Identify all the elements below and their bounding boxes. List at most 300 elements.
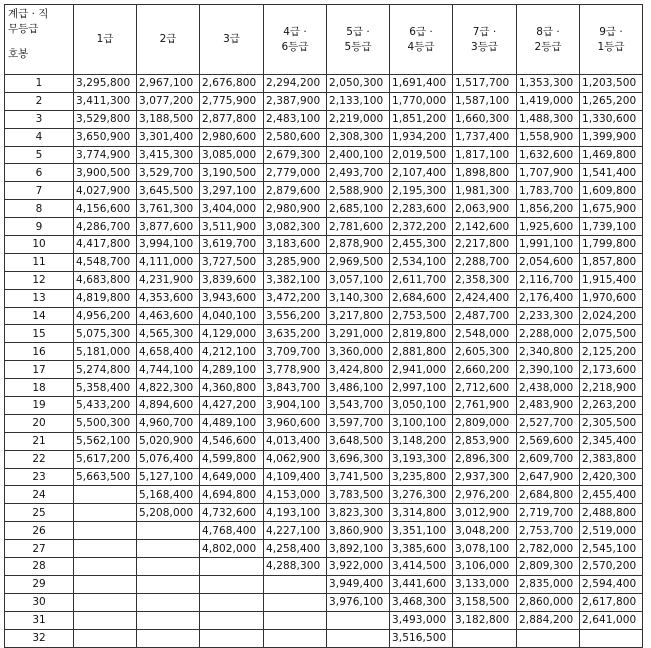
- salary-cell: [74, 540, 137, 558]
- step-number-cell: 5: [5, 146, 74, 164]
- salary-cell: 3,285,900: [264, 253, 327, 271]
- table-row: [5, 343, 643, 361]
- salary-cell: 3,148,200: [390, 432, 453, 450]
- salary-cell: 2,133,100: [327, 92, 390, 110]
- salary-cell: 3,295,800: [74, 75, 137, 93]
- salary-cell: 4,111,000: [137, 253, 200, 271]
- salary-cell: 2,125,200: [580, 343, 643, 361]
- salary-cell: 1,981,300: [453, 182, 517, 200]
- salary-cell: [137, 593, 200, 611]
- salary-cell: 3,696,300: [327, 450, 390, 468]
- salary-cell: 3,235,800: [390, 468, 453, 486]
- salary-cell: 1,857,800: [580, 253, 643, 271]
- salary-cell: [200, 629, 264, 647]
- salary-cell: 2,941,000: [390, 361, 453, 379]
- salary-cell: 1,934,200: [390, 128, 453, 146]
- salary-cell: 5,208,000: [137, 504, 200, 522]
- salary-cell: 5,020,900: [137, 432, 200, 450]
- grade-header-2: [137, 5, 200, 75]
- salary-cell: 1,915,400: [580, 271, 643, 289]
- salary-cell: 3,597,700: [327, 414, 390, 432]
- grade-header-sublabel: 1등급: [597, 40, 625, 53]
- salary-cell: [200, 611, 264, 629]
- table-row: [5, 379, 643, 397]
- salary-cell: 3,106,000: [453, 558, 517, 576]
- table-row: [5, 522, 643, 540]
- grade-header-label: 2급: [159, 33, 177, 45]
- salary-cell: 3,727,500: [200, 253, 264, 271]
- salary-cell: [200, 575, 264, 593]
- salary-cell: 5,274,800: [74, 361, 137, 379]
- table-row: [5, 629, 643, 647]
- salary-cell: 2,173,600: [580, 361, 643, 379]
- salary-cell: 2,176,400: [517, 289, 580, 307]
- salary-cell: 2,997,100: [390, 379, 453, 397]
- salary-cell: 2,345,400: [580, 432, 643, 450]
- salary-cell: 3,217,800: [327, 307, 390, 325]
- salary-cell: [74, 558, 137, 576]
- salary-cell: 3,012,900: [453, 504, 517, 522]
- table-row: [5, 361, 643, 379]
- salary-cell: 1,970,600: [580, 289, 643, 307]
- salary-cell: [137, 611, 200, 629]
- table-row: [5, 289, 643, 307]
- salary-cell: 2,488,800: [580, 504, 643, 522]
- salary-cell: 2,063,900: [453, 200, 517, 218]
- salary-cell: 2,684,600: [390, 289, 453, 307]
- salary-cell: 3,385,600: [390, 540, 453, 558]
- salary-cell: 3,468,300: [390, 593, 453, 611]
- salary-cell: 2,054,600: [517, 253, 580, 271]
- salary-cell: 3,516,500: [390, 629, 453, 647]
- salary-cell: 3,414,500: [390, 558, 453, 576]
- salary-cell: 2,383,800: [580, 450, 643, 468]
- salary-cell: 3,976,100: [327, 593, 390, 611]
- step-number-cell: 13: [5, 289, 74, 307]
- salary-cell: 3,382,100: [264, 271, 327, 289]
- salary-cell: [200, 558, 264, 576]
- salary-cell: 5,617,200: [74, 450, 137, 468]
- salary-cell: 3,900,500: [74, 164, 137, 182]
- salary-cell: 2,835,000: [517, 575, 580, 593]
- salary-cell: 3,839,600: [200, 271, 264, 289]
- salary-cell: 1,469,800: [580, 146, 643, 164]
- table-row: [5, 414, 643, 432]
- salary-cell: 2,685,100: [327, 200, 390, 218]
- salary-cell: [200, 593, 264, 611]
- grade-header-label: 6급 ·: [409, 25, 433, 38]
- salary-cell: 1,783,700: [517, 182, 580, 200]
- salary-cell: 2,647,900: [517, 468, 580, 486]
- salary-cell: 2,570,200: [580, 558, 643, 576]
- salary-cell: 1,675,900: [580, 200, 643, 218]
- grade-header-label: 4급 ·: [283, 25, 307, 38]
- salary-cell: 1,399,900: [580, 128, 643, 146]
- salary-cell: 3,133,000: [453, 575, 517, 593]
- salary-cell: 5,075,300: [74, 325, 137, 343]
- step-number-cell: 27: [5, 540, 74, 558]
- grade-header-sublabel: 2등급: [534, 40, 562, 53]
- salary-cell: 2,233,300: [517, 307, 580, 325]
- table-row: [5, 75, 643, 93]
- salary-cell: 2,605,300: [453, 343, 517, 361]
- salary-cell: 2,545,100: [580, 540, 643, 558]
- table-row: [5, 307, 643, 325]
- salary-cell: [327, 611, 390, 629]
- table-row: [5, 504, 643, 522]
- salary-cell: 3,085,000: [200, 146, 264, 164]
- salary-cell: 2,107,400: [390, 164, 453, 182]
- salary-cell: 4,599,800: [200, 450, 264, 468]
- salary-cell: 4,027,900: [74, 182, 137, 200]
- salary-cell: 1,856,200: [517, 200, 580, 218]
- table-row: [5, 397, 643, 415]
- salary-cell: 4,744,100: [137, 361, 200, 379]
- salary-cell: 2,781,600: [327, 218, 390, 236]
- salary-cell: 4,062,900: [264, 450, 327, 468]
- salary-cell: 4,212,100: [200, 343, 264, 361]
- salary-cell: 3,048,200: [453, 522, 517, 540]
- grade-header-5: [327, 5, 390, 75]
- salary-cell: 2,455,400: [580, 486, 643, 504]
- step-number-cell: 9: [5, 218, 74, 236]
- salary-cell: 3,778,900: [264, 361, 327, 379]
- salary-cell: 4,427,200: [200, 397, 264, 415]
- salary-cell: 2,676,800: [200, 75, 264, 93]
- salary-cell: 4,694,800: [200, 486, 264, 504]
- salary-cell: 2,937,300: [453, 468, 517, 486]
- salary-cell: 2,534,100: [390, 253, 453, 271]
- salary-cell: 2,609,700: [517, 450, 580, 468]
- salary-cell: 3,943,600: [200, 289, 264, 307]
- salary-cell: 3,411,300: [74, 92, 137, 110]
- corner-header-cell: [5, 5, 74, 75]
- salary-cell: 4,353,600: [137, 289, 200, 307]
- salary-cell: 2,594,400: [580, 575, 643, 593]
- grade-header-sublabel: 6등급: [281, 40, 309, 53]
- salary-cell: 3,529,800: [74, 110, 137, 128]
- salary-cell: 3,100,100: [390, 414, 453, 432]
- salary-cell: 3,078,100: [453, 540, 517, 558]
- grade-header-6: [390, 5, 453, 75]
- salary-cell: 2,424,400: [453, 289, 517, 307]
- salary-cell: 3,892,100: [327, 540, 390, 558]
- salary-cell: 3,193,300: [390, 450, 453, 468]
- salary-cell: [327, 629, 390, 647]
- salary-cell: 2,976,200: [453, 486, 517, 504]
- salary-cell: 3,050,100: [390, 397, 453, 415]
- table-row: [5, 486, 643, 504]
- step-number-cell: 8: [5, 200, 74, 218]
- salary-cell: [264, 629, 327, 647]
- salary-cell: 1,632,600: [517, 146, 580, 164]
- salary-cell: 1,419,000: [517, 92, 580, 110]
- salary-cell: 4,129,000: [200, 325, 264, 343]
- salary-cell: 4,732,600: [200, 504, 264, 522]
- salary-cell: 3,158,500: [453, 593, 517, 611]
- salary-cell: 1,488,300: [517, 110, 580, 128]
- salary-cell: 3,188,500: [137, 110, 200, 128]
- salary-cell: 4,231,900: [137, 271, 200, 289]
- salary-cell: 3,077,200: [137, 92, 200, 110]
- table-row: [5, 92, 643, 110]
- salary-cell: 2,611,700: [390, 271, 453, 289]
- salary-cell: 2,580,600: [264, 128, 327, 146]
- salary-cell: 2,390,100: [517, 361, 580, 379]
- step-number-cell: 7: [5, 182, 74, 200]
- salary-cell: 2,024,200: [580, 307, 643, 325]
- salary-cell: 3,360,000: [327, 343, 390, 361]
- salary-cell: 3,082,300: [264, 218, 327, 236]
- salary-cell: 2,779,000: [264, 164, 327, 182]
- salary-cell: 5,562,100: [74, 432, 137, 450]
- salary-cell: 2,761,900: [453, 397, 517, 415]
- salary-cell: 4,548,700: [74, 253, 137, 271]
- step-number-cell: 6: [5, 164, 74, 182]
- salary-cell: 5,127,100: [137, 468, 200, 486]
- step-number-cell: 12: [5, 271, 74, 289]
- salary-cell: 4,768,400: [200, 522, 264, 540]
- salary-cell: 1,691,400: [390, 75, 453, 93]
- salary-cell: 5,358,400: [74, 379, 137, 397]
- salary-cell: 3,645,500: [137, 182, 200, 200]
- grade-header-9: [580, 5, 643, 75]
- step-number-cell: 18: [5, 379, 74, 397]
- salary-cell: [137, 540, 200, 558]
- table-row: [5, 468, 643, 486]
- salary-cell: 2,853,900: [453, 432, 517, 450]
- salary-cell: 3,511,900: [200, 218, 264, 236]
- salary-cell: [74, 522, 137, 540]
- step-number-cell: 32: [5, 629, 74, 647]
- step-number-cell: 22: [5, 450, 74, 468]
- salary-cell: 2,358,300: [453, 271, 517, 289]
- salary-cell: 2,487,700: [453, 307, 517, 325]
- table-row: [5, 558, 643, 576]
- grade-header-label: 1급: [96, 33, 114, 45]
- salary-cell: 1,558,900: [517, 128, 580, 146]
- salary-cell: 2,980,600: [200, 128, 264, 146]
- salary-cell: 4,286,700: [74, 218, 137, 236]
- salary-cell: [74, 504, 137, 522]
- salary-cell: 4,040,100: [200, 307, 264, 325]
- salary-cell: 2,877,800: [200, 110, 264, 128]
- grade-header-label: 7급 ·: [472, 25, 497, 38]
- salary-table: [4, 4, 643, 648]
- step-number-cell: 2: [5, 92, 74, 110]
- salary-cell: 3,650,900: [74, 128, 137, 146]
- salary-cell: 2,308,300: [327, 128, 390, 146]
- salary-cell: 4,289,100: [200, 361, 264, 379]
- salary-cell: 2,753,700: [517, 522, 580, 540]
- salary-cell: 1,203,500: [580, 75, 643, 93]
- salary-cell: 3,493,000: [390, 611, 453, 629]
- salary-cell: 2,819,800: [390, 325, 453, 343]
- salary-cell: 4,546,600: [200, 432, 264, 450]
- table-row: [5, 611, 643, 629]
- salary-cell: 1,265,200: [580, 92, 643, 110]
- salary-cell: 2,969,500: [327, 253, 390, 271]
- salary-cell: 3,741,500: [327, 468, 390, 486]
- step-number-cell: 24: [5, 486, 74, 504]
- salary-cell: 2,967,100: [137, 75, 200, 93]
- corner-label-rank: 계급 · 직: [8, 8, 49, 20]
- salary-cell: 2,679,300: [264, 146, 327, 164]
- corner-label-step: 호봉: [8, 48, 29, 60]
- salary-cell: 2,588,900: [327, 182, 390, 200]
- salary-cell: 4,193,100: [264, 504, 327, 522]
- step-number-cell: 3: [5, 110, 74, 128]
- salary-cell: 2,019,500: [390, 146, 453, 164]
- salary-cell: 4,802,000: [200, 540, 264, 558]
- salary-cell: [517, 629, 580, 647]
- salary-table-body: [5, 75, 643, 648]
- salary-cell: 2,879,600: [264, 182, 327, 200]
- salary-cell: 2,527,700: [517, 414, 580, 432]
- salary-cell: 4,258,400: [264, 540, 327, 558]
- salary-cell: 5,076,400: [137, 450, 200, 468]
- salary-cell: 2,116,700: [517, 271, 580, 289]
- salary-cell: 1,517,700: [453, 75, 517, 93]
- grade-header-label: 8급 ·: [536, 25, 560, 38]
- salary-cell: 5,168,400: [137, 486, 200, 504]
- salary-cell: 2,288,000: [517, 325, 580, 343]
- step-number-cell: 16: [5, 343, 74, 361]
- salary-cell: 3,404,000: [200, 200, 264, 218]
- salary-cell: 3,314,800: [390, 504, 453, 522]
- salary-cell: 1,817,100: [453, 146, 517, 164]
- grade-header-3: [200, 5, 264, 75]
- salary-cell: 4,417,800: [74, 236, 137, 254]
- salary-cell: 1,898,800: [453, 164, 517, 182]
- salary-cell: 1,660,300: [453, 110, 517, 128]
- corner-label-grade: 무등급: [8, 23, 39, 35]
- salary-cell: 1,330,600: [580, 110, 643, 128]
- salary-cell: 3,860,900: [327, 522, 390, 540]
- salary-cell: 4,565,300: [137, 325, 200, 343]
- step-number-cell: 14: [5, 307, 74, 325]
- salary-cell: 3,140,300: [327, 289, 390, 307]
- step-number-cell: 29: [5, 575, 74, 593]
- salary-cell: 1,609,800: [580, 182, 643, 200]
- salary-cell: 2,219,000: [327, 110, 390, 128]
- salary-cell: 1,587,100: [453, 92, 517, 110]
- table-row: [5, 450, 643, 468]
- table-row: [5, 110, 643, 128]
- table-row: [5, 540, 643, 558]
- salary-cell: 3,529,700: [137, 164, 200, 182]
- step-number-cell: 19: [5, 397, 74, 415]
- step-number-cell: 1: [5, 75, 74, 93]
- salary-cell: 3,351,100: [390, 522, 453, 540]
- salary-cell: [264, 611, 327, 629]
- salary-cell: 3,057,100: [327, 271, 390, 289]
- salary-cell: 2,493,700: [327, 164, 390, 182]
- salary-cell: 4,822,300: [137, 379, 200, 397]
- salary-cell: [580, 629, 643, 647]
- salary-cell: 2,420,300: [580, 468, 643, 486]
- step-number-cell: 17: [5, 361, 74, 379]
- step-number-cell: 25: [5, 504, 74, 522]
- salary-cell: 4,956,200: [74, 307, 137, 325]
- salary-cell: 2,217,800: [453, 236, 517, 254]
- salary-cell: 3,877,600: [137, 218, 200, 236]
- salary-cell: 2,283,600: [390, 200, 453, 218]
- table-row: [5, 182, 643, 200]
- grade-header-label: 3급: [223, 33, 240, 45]
- salary-cell: 4,288,300: [264, 558, 327, 576]
- table-row: [5, 432, 643, 450]
- salary-cell: 2,809,300: [517, 558, 580, 576]
- salary-cell: 3,922,000: [327, 558, 390, 576]
- salary-cell: 1,851,200: [390, 110, 453, 128]
- table-row: [5, 218, 643, 236]
- salary-cell: 2,387,900: [264, 92, 327, 110]
- salary-cell: 2,569,600: [517, 432, 580, 450]
- salary-cell: 2,519,000: [580, 522, 643, 540]
- salary-cell: 2,617,800: [580, 593, 643, 611]
- salary-cell: 1,991,100: [517, 236, 580, 254]
- salary-cell: [74, 575, 137, 593]
- step-number-cell: 28: [5, 558, 74, 576]
- salary-cell: 5,433,200: [74, 397, 137, 415]
- salary-cell: 1,737,400: [453, 128, 517, 146]
- salary-cell: 4,227,100: [264, 522, 327, 540]
- salary-cell: 3,472,200: [264, 289, 327, 307]
- grade-header-label: 5급 ·: [346, 25, 370, 38]
- table-row: [5, 236, 643, 254]
- salary-cell: 4,109,400: [264, 468, 327, 486]
- salary-cell: 2,340,800: [517, 343, 580, 361]
- salary-cell: 1,739,100: [580, 218, 643, 236]
- step-number-cell: 10: [5, 236, 74, 254]
- salary-cell: 2,218,900: [580, 379, 643, 397]
- table-row: [5, 200, 643, 218]
- salary-cell: 3,774,900: [74, 146, 137, 164]
- salary-cell: 1,541,400: [580, 164, 643, 182]
- grade-header-1: [74, 5, 137, 75]
- salary-cell: [137, 558, 200, 576]
- salary-cell: 3,709,700: [264, 343, 327, 361]
- salary-cell: 2,884,200: [517, 611, 580, 629]
- salary-cell: [74, 486, 137, 504]
- table-row: [5, 575, 643, 593]
- salary-cell: 3,556,200: [264, 307, 327, 325]
- salary-cell: 3,543,700: [327, 397, 390, 415]
- salary-cell: 3,415,300: [137, 146, 200, 164]
- salary-cell: 5,500,300: [74, 414, 137, 432]
- salary-cell: 2,455,300: [390, 236, 453, 254]
- salary-cell: 3,424,800: [327, 361, 390, 379]
- salary-cell: 3,441,600: [390, 575, 453, 593]
- grade-header-7: [453, 5, 517, 75]
- salary-cell: 2,712,600: [453, 379, 517, 397]
- salary-cell: 1,353,300: [517, 75, 580, 93]
- salary-cell: 3,960,600: [264, 414, 327, 432]
- salary-cell: 2,372,200: [390, 218, 453, 236]
- step-number-cell: 11: [5, 253, 74, 271]
- salary-cell: 2,548,000: [453, 325, 517, 343]
- grade-header-sublabel: 5등급: [344, 40, 372, 53]
- salary-cell: 2,195,300: [390, 182, 453, 200]
- salary-cell: 2,660,200: [453, 361, 517, 379]
- salary-cell: 4,683,800: [74, 271, 137, 289]
- step-number-cell: 26: [5, 522, 74, 540]
- grade-header-label: 9급 ·: [599, 25, 623, 38]
- salary-cell: 2,142,600: [453, 218, 517, 236]
- salary-cell: 2,860,000: [517, 593, 580, 611]
- salary-cell: 2,483,100: [264, 110, 327, 128]
